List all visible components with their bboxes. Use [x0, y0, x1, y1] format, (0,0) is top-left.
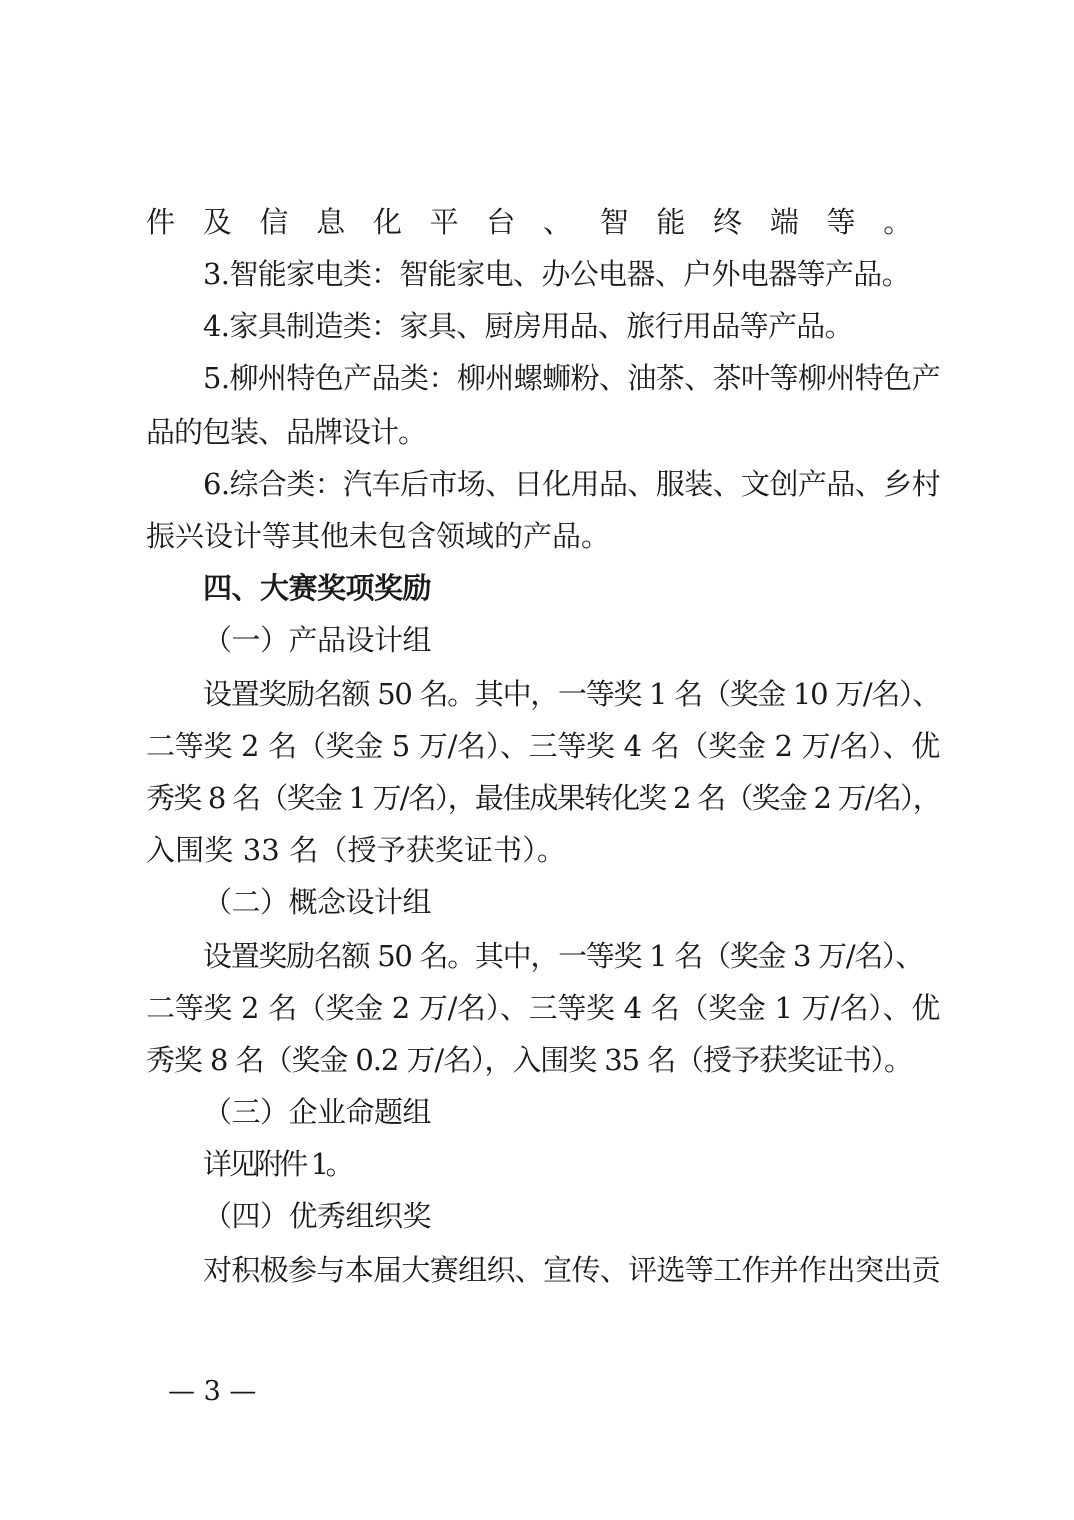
body-line: 二等奖 2 名（奖金 2 万/名）、三等奖 4 名（奖金 1 万/名）、优 — [146, 991, 940, 1025]
list-item: 4.家具制造类：家具、厨房用品、旅行用品等产品。 — [203, 309, 853, 343]
body-line: 品的包装、品牌设计。 — [146, 415, 426, 449]
body-line: 设置奖励名额 50 名。其中，一等奖 1 名（奖金 3 万/名）、 — [203, 939, 923, 973]
body-line: 秀奖 8 名（奖金 1 万/名），最佳成果转化奖 2 名（奖金 2 万/名）， — [146, 781, 940, 815]
subsection-heading: （一）产品设计组 — [203, 623, 431, 657]
section-heading: 四、大赛奖项奖励 — [203, 571, 431, 605]
body-line: 件及信息化平台、智能终端等。 — [146, 205, 940, 239]
body-line: 二等奖 2 名（奖金 5 万/名）、三等奖 4 名（奖金 2 万/名）、优 — [146, 729, 940, 763]
subsection-heading: （三）企业命题组 — [203, 1095, 431, 1129]
body-line: 对积极参与本届大赛组织、宣传、评选等工作并作出突出贡 — [203, 1253, 940, 1287]
body-line: 设置奖励名额 50 名。其中，一等奖 1 名（奖金 10 万/名）、 — [203, 677, 940, 711]
subsection-heading: （四）优秀组织奖 — [203, 1199, 431, 1233]
body-line: 秀奖 8 名（奖金 0.2 万/名），入围奖 35 名（授予获奖证书）。 — [146, 1043, 912, 1077]
subsection-heading: （二）概念设计组 — [203, 885, 431, 919]
body-line: 振兴设计等其他未包含领域的产品。 — [146, 519, 610, 553]
list-item: 5.柳州特色产品类：柳州螺蛳粉、油茶、茶叶等柳州特色产 — [203, 361, 940, 395]
list-item: 6.综合类：汽车后市场、日化用品、服装、文创产品、乡村 — [203, 467, 940, 501]
body-line: 详见附件 1。 — [203, 1147, 351, 1181]
list-item: 3.智能家电类：智能家电、办公电器、户外电器等产品。 — [203, 257, 910, 291]
page-number: — 3 — — [168, 1376, 257, 1407]
body-line: 入围奖 33 名（授予获奖证书）。 — [146, 833, 566, 867]
